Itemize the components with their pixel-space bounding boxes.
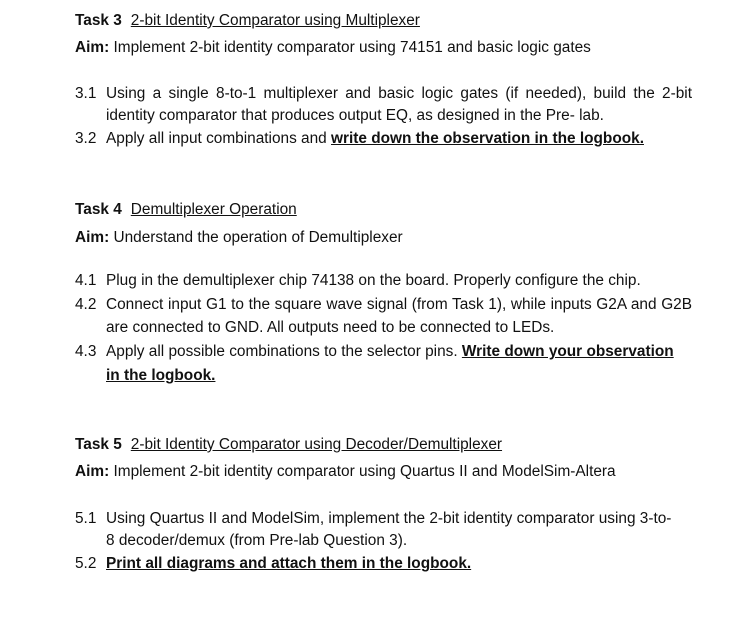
item-number: 5.1 xyxy=(75,510,97,527)
item-text-line1: Using a single 8-to-1 multiplexer and basic logic gates (if needed), build the 2-bit xyxy=(106,85,692,102)
item-plain-text: Apply all input combinations and xyxy=(106,130,332,147)
item-text-line2: are connected to GND. All outputs need to be connected to LEDs. xyxy=(106,319,555,336)
item-number: 4.2 xyxy=(75,296,97,313)
item-emphasis: Write down your observation xyxy=(461,343,674,360)
item-number: 4.3 xyxy=(75,343,97,360)
task4-aim xyxy=(75,228,403,248)
item-text xyxy=(106,129,644,149)
item-text: Plug in the demultiplexer chip 74138 on the board. Properly configure the chip. xyxy=(106,272,641,289)
task4-heading xyxy=(75,200,297,220)
item-text-line2: identity comparator that produces output EQ, as designed in the Pre- lab. xyxy=(106,107,604,124)
task5-label: Task 5 xyxy=(75,436,122,453)
item-emphasis: Print all diagrams and attach them in the logbook. xyxy=(106,555,472,572)
task4-aim-text: Understand the operation of Demultiplexer xyxy=(113,229,403,246)
task4-title: Demultiplexer Operation xyxy=(130,201,297,218)
task5-aim-label: Aim: xyxy=(75,463,110,480)
task3-title: 2-bit Identity Comparator using Multiplexer xyxy=(130,12,420,29)
task3-heading xyxy=(75,11,420,31)
task3-aim xyxy=(75,38,591,58)
item-emphasis: write down the observation in the logbook. xyxy=(331,130,644,147)
task5-aim-text: Implement 2-bit identity comparator using Quartus II and ModelSim-Altera xyxy=(113,463,616,480)
item-text xyxy=(106,342,674,362)
item-number: 4.1 xyxy=(75,272,97,289)
item-text-line2: 8 decoder/demux (from Pre-lab Question 3). xyxy=(106,532,408,549)
task5-heading xyxy=(75,435,502,455)
task3-aim-text: Implement 2-bit identity comparator using 74151 and basic logic gates xyxy=(113,39,591,56)
task5-title: 2-bit Identity Comparator using Decoder/Demultiplexer xyxy=(130,436,503,453)
task4-aim-label: Aim: xyxy=(75,229,110,246)
task4-label: Task 4 xyxy=(75,201,122,218)
item-number: 5.2 xyxy=(75,555,97,572)
task3-label: Task 3 xyxy=(75,12,122,29)
task3-aim-label: Aim: xyxy=(75,39,110,56)
item-text-line1: Connect input G1 to the square wave signal (from Task 1), while inputs G2A and G2B xyxy=(106,296,692,313)
task5-aim xyxy=(75,462,616,482)
item-number: 3.1 xyxy=(75,85,97,102)
item-plain-text: Apply all possible combinations to the selector pins. xyxy=(106,343,462,360)
item-text-line1: Using Quartus II and ModelSim, implement the 2-bit identity comparator using 3-to- xyxy=(106,510,672,527)
item-emphasis-line2: in the logbook. xyxy=(106,367,216,384)
item-number: 3.2 xyxy=(75,130,97,147)
